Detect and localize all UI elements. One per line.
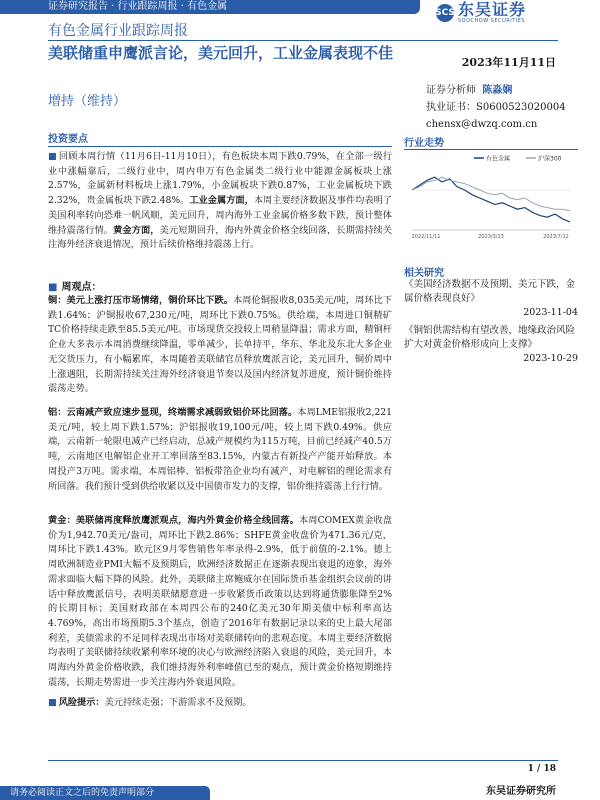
rating: 增持（维持） [48, 94, 127, 109]
company-logo [436, 0, 586, 26]
related-research-heading: 相关研究 [404, 268, 444, 279]
page-number: 1 / 18 [527, 764, 556, 774]
institute-name: 东吴证券研究所 [486, 786, 556, 797]
weekly-view-heading: ■ 周观点： [48, 282, 102, 293]
series-line-1 [412, 177, 570, 211]
key-points-heading: 投资要点 [48, 134, 88, 145]
report-date: 2023年11月11日 [461, 56, 556, 69]
bullet-icon: ■ [48, 697, 57, 708]
analyst-name: 陈淼娴 [482, 85, 513, 96]
related-research-list [404, 278, 578, 370]
series-line-0 [412, 177, 570, 222]
analyst-email[interactable]: chensx@dwzq.com.cn [426, 119, 538, 130]
x-tick-label: 2023/7/12 [543, 234, 569, 240]
legend-label: 沪深300 [538, 155, 562, 163]
disclaimer-note: 请务必阅读正文之后的免责声明部分 [0, 786, 210, 800]
x-tick-label: 2022/11/11 [411, 234, 441, 240]
logo-name-en: SOOCHOW SECURITIES [458, 18, 526, 24]
report-type-banner: 证券研究报告 · 行业跟踪周报 · 有色金属 [0, 0, 420, 14]
title-divider [48, 40, 558, 41]
analyst-label: 证券分析师 [426, 85, 476, 96]
logo-icon: SCS [436, 4, 454, 22]
aluminum-paragraph: 铝：云南减产致应速步显现，终端需求减弱致铝价环比回落。本周LME铝报收2,221美元/吨，较上周下跌1.57%；沪铝报收19,100元/吨，较上周下跌0.49%。供应端，云南新一轮限电减产已经启动，总减产规模约为115万吨，目前已经减产40.5万吨，云南地区电解铝企业开工率回落至83.15%，内蒙古有新投产产能开始释放。本周投产3万吨。需求端，本周铝棒、铝板带箔企业均有减产，对电解铝的理论需求有所回落。我们预计受到供给收紧以及中国债市发力的支撑，铝价维持震荡上行行情。 [48, 407, 392, 492]
industry-trend-heading: 行业走势 [404, 138, 444, 149]
footer-divider [48, 760, 558, 761]
related-item[interactable]: 《美国经济数据不及预期、美元下跌，金属价格表现良好》 2023-11-04 [404, 279, 578, 318]
trend-rule [404, 149, 578, 150]
legend-label: 有色金属 [486, 155, 511, 163]
bullet-icon: ■ [48, 282, 58, 293]
gold-paragraph: 黄金：美联储再度释放鹰派观点，海内外黄金价格全线回落。本周COMEX黄金收盘价为1,942.70美元/盎司，周环比下跌2.86%；SHFE黄金收盘价为471.36元/克，周环比下跌1.43%。欧元区9月零售销售年率录得-2.9%，低于前值的-2.1%。德上周欧洲制造业PMI大幅不及预期后，欧洲经济数据正在逐渐表现出衰退的迹象，海外需求面临大幅下降的风险。此外，美联储主席鲍威尔在国际货币基金组织会议前的讲话中释放鹰派信号，表明美联储愿意进一步收紧货币政策以达到将通货膨胀降至2%的长期目标；美国财政部在本周四公布的240亿美元30年期美债中标利率高达4.769%，高出市场预期5.3个基点，创造了2016年有数据记录以来的史上最大尾部利差，美债需求的不足同样表现出市场对美联储转向的悲观态度。本周主要经济数据均表明了美联储持续收紧利率环境的决心与欧洲经济陷入衰退的风险，美元回升，本周海内外黄金价格收跌，我们维持海外利率峰值已至的观点，预计黄金价格短期维持震荡，长期走势需进一步关注海内外衰退风险。 [48, 515, 393, 688]
page-title: 美联储重申鹰派言论，美元回升，工业金属表现不佳 [48, 44, 394, 62]
review-paragraph: ■ 回顾本周行情（11月6日-11月10日），有色板块本周下跌0.79%，在全部一级行业中涨幅靠后，二级行业中，周内申万有色金属类二级行业中能源金属板块上涨2.57%，金属新材料板块上涨1.79%，小金属板块下跌0.87%，工业金属板块下跌2.32%，贵金属板块下跌2.48%。工业金属方面，本周主要经济数据及事件均表明了美国利率转向恐难一帆风顺，美元回升，周内海外工业金属价格多数下跌，预计整体维持震荡行情。黄金方面，美元短期回升，海内外黄金价格全线回落，长期需持续关注海外经济衰退情况，预计后续价格维持震荡上行。 [48, 151, 393, 251]
x-tick-label: 2023/3/13 [478, 234, 504, 240]
analyst-cert: 执业证书：S0600523020004 [426, 102, 566, 113]
analyst-block [426, 82, 576, 133]
copper-paragraph: 铜：美元上涨打压市场情绪，铜价环比下跌。本周伦铜报收8,035美元/吨，周环比下跌1.64%；沪铜报收67,230元/吨，周环比下跌0.75%。供给端，本周进口铜精矿TC价格持续走跌至85.5美元/吨。市场现货交投较上周稍显降温；需求方面，精铜杆企业大多表示本周消费继续降温，零单减少，长单持平，华东、华北及东北大多企业无交货压力，有小幅累库，本周随着美联储官员释放鹰派言论，美元回升，铜价周中上涨遇阻，长期需持续关注海外经济衰退节奏以及国内经济复苏进度，预计铜价维持震荡走势。 [48, 295, 393, 395]
bullet-icon: ■ [48, 151, 57, 162]
report-series: 有色金属行业跟踪周报 [48, 23, 188, 39]
logo-name-cn: 东吴证券 [458, 0, 527, 19]
key-points-rule [48, 146, 392, 147]
industry-trend-chart [404, 152, 578, 244]
risk-paragraph: ■ 风险提示：美元持续走强；下游需求不及预期。 [48, 697, 252, 708]
related-item[interactable]: 《铜铝供需结构有望改善，地缘政治风险扩大对黄金价格形成向上支撑》 2023-10-29 [404, 325, 578, 364]
